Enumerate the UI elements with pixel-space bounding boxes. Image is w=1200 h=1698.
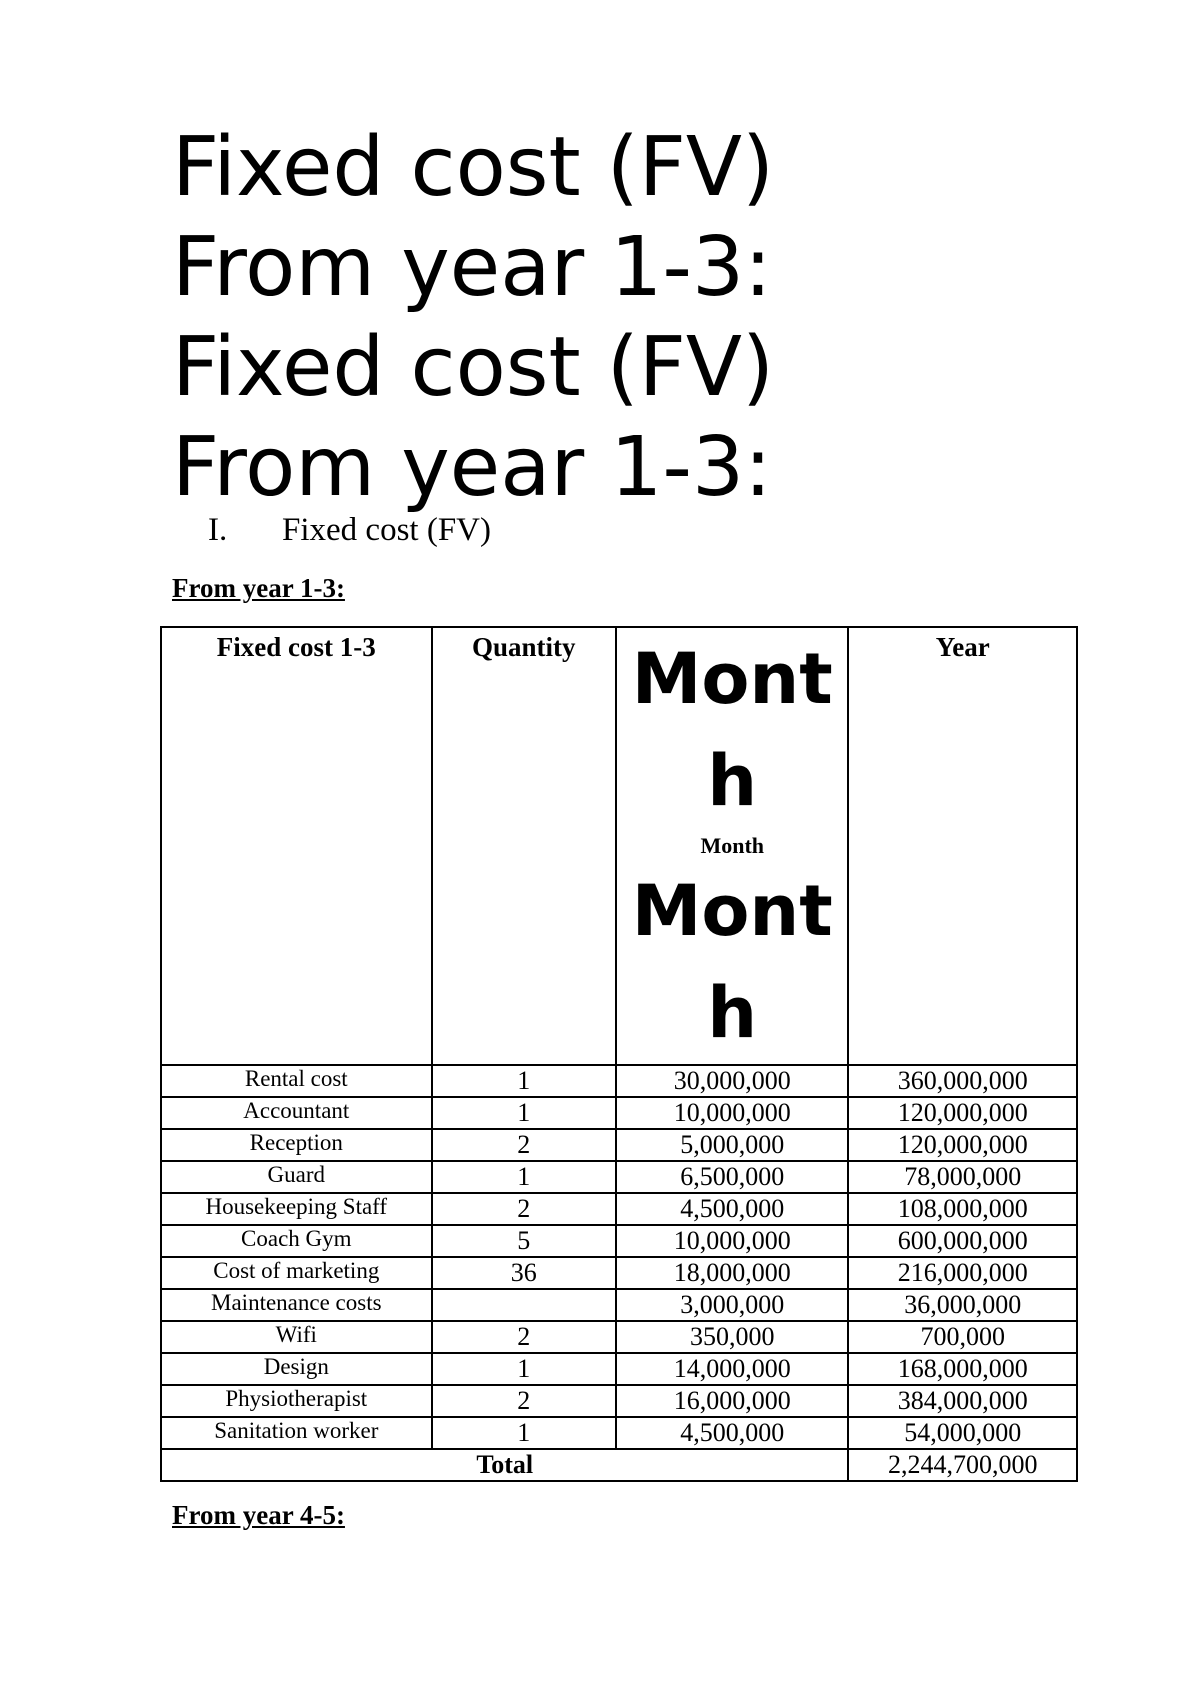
table-row: [161, 1353, 1077, 1385]
cell-item: Coach Gym: [161, 1225, 432, 1257]
cell-item: Reception: [161, 1129, 432, 1161]
cell-month: 10,000,000: [616, 1225, 849, 1257]
cell-month: 5,000,000: [616, 1129, 849, 1161]
title-line-2: From year 1-3:: [172, 220, 772, 315]
cell-item: Housekeeping Staff: [161, 1193, 432, 1225]
cell-year: 78,000,000: [848, 1161, 1077, 1193]
sub-heading-year-1-3: From year 1-3:: [172, 573, 345, 603]
table-row: [161, 1225, 1077, 1257]
cell-quantity: 1: [432, 1161, 616, 1193]
cell-year: 36,000,000: [848, 1289, 1077, 1321]
cell-item: Accountant: [161, 1097, 432, 1129]
cell-quantity: 2: [432, 1129, 616, 1161]
sub-heading-year-4-5: From year 4-5:: [172, 1500, 345, 1530]
cell-year: 600,000,000: [848, 1225, 1077, 1257]
section-heading: [208, 512, 491, 549]
section-title: Fixed cost (FV): [282, 512, 491, 548]
cell-quantity: 1: [432, 1417, 616, 1449]
title-line-3: Fixed cost (FV): [172, 320, 774, 415]
table-row: [161, 1385, 1077, 1417]
cell-quantity: 2: [432, 1193, 616, 1225]
cell-year: 120,000,000: [848, 1129, 1077, 1161]
cell-month: 350,000: [616, 1321, 849, 1353]
header-month-small: Month: [700, 833, 764, 858]
cell-month: 4,500,000: [616, 1417, 849, 1449]
cell-year: 120,000,000: [848, 1097, 1077, 1129]
table-row: [161, 1257, 1077, 1289]
header-month-large-1: Month: [631, 638, 833, 822]
table-row: [161, 1161, 1077, 1193]
cell-quantity: 5: [432, 1225, 616, 1257]
title-line-1: Fixed cost (FV): [172, 120, 774, 215]
cell-year: 108,000,000: [848, 1193, 1077, 1225]
table-row: [161, 1097, 1077, 1129]
cell-month: 6,500,000: [616, 1161, 849, 1193]
table-row: [161, 1193, 1077, 1225]
cell-year: 54,000,000: [848, 1417, 1077, 1449]
cell-year: 360,000,000: [848, 1065, 1077, 1097]
header-item: Fixed cost 1-3: [161, 627, 432, 1065]
cell-item: Maintenance costs: [161, 1289, 432, 1321]
table-row: [161, 1417, 1077, 1449]
fixed-cost-table: [160, 626, 1078, 1482]
cell-year: 216,000,000: [848, 1257, 1077, 1289]
cell-item: Wifi: [161, 1321, 432, 1353]
cell-quantity: 1: [432, 1065, 616, 1097]
cell-quantity: 1: [432, 1353, 616, 1385]
header-year: Year: [848, 627, 1077, 1065]
cell-item: Guard: [161, 1161, 432, 1193]
cell-month: 14,000,000: [616, 1353, 849, 1385]
cell-item: Sanitation worker: [161, 1417, 432, 1449]
header-quantity: Quantity: [432, 627, 616, 1065]
cell-month: 16,000,000: [616, 1385, 849, 1417]
header-month: [616, 627, 849, 1065]
cell-quantity: 1: [432, 1097, 616, 1129]
cell-year: 700,000: [848, 1321, 1077, 1353]
table-row: [161, 1289, 1077, 1321]
table-total-row: [161, 1449, 1077, 1481]
table-row: [161, 1129, 1077, 1161]
table-row: [161, 1321, 1077, 1353]
cell-year: 384,000,000: [848, 1385, 1077, 1417]
cell-quantity: 2: [432, 1321, 616, 1353]
cell-month: 10,000,000: [616, 1097, 849, 1129]
table-header-row: [161, 627, 1077, 1065]
title-line-4: From year 1-3:: [172, 420, 772, 515]
total-label: Total: [161, 1449, 848, 1481]
section-number: I.: [208, 512, 228, 548]
cell-quantity: 2: [432, 1385, 616, 1417]
table-row: [161, 1065, 1077, 1097]
cell-month: 18,000,000: [616, 1257, 849, 1289]
cell-month: 30,000,000: [616, 1065, 849, 1097]
total-value: 2,244,700,000: [848, 1449, 1077, 1481]
cell-quantity: [432, 1289, 616, 1321]
header-month-large-2: Month: [631, 870, 833, 1054]
cell-item: Design: [161, 1353, 432, 1385]
cell-item: Physiotherapist: [161, 1385, 432, 1417]
cell-item: Cost of marketing: [161, 1257, 432, 1289]
cell-year: 168,000,000: [848, 1353, 1077, 1385]
cell-month: 4,500,000: [616, 1193, 849, 1225]
cell-quantity: 36: [432, 1257, 616, 1289]
cell-item: Rental cost: [161, 1065, 432, 1097]
cell-month: 3,000,000: [616, 1289, 849, 1321]
